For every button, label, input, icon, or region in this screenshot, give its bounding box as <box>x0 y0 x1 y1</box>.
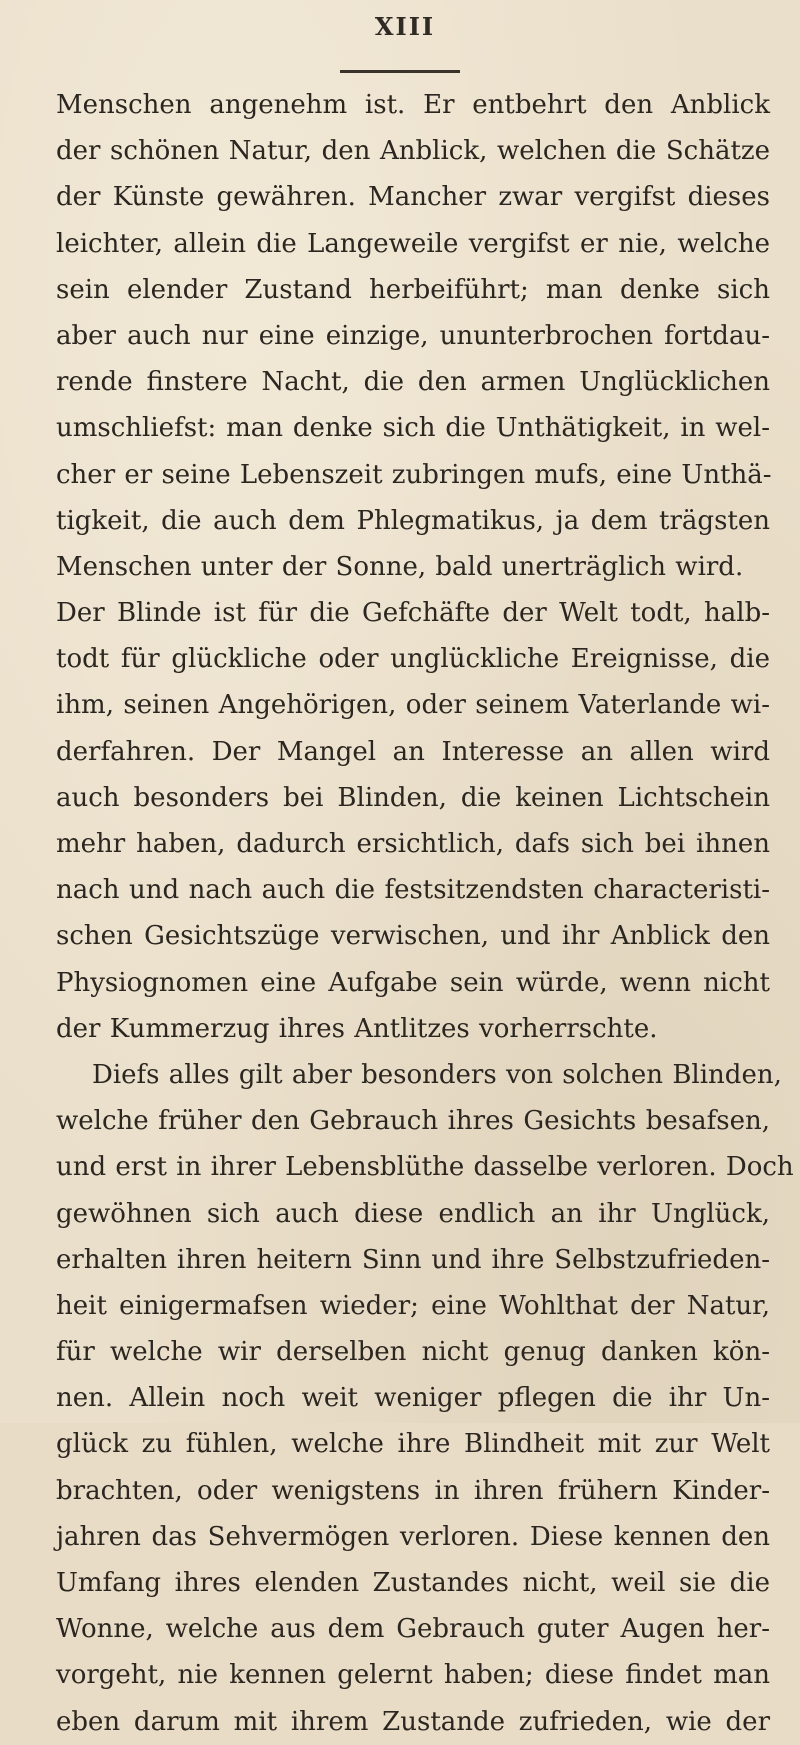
text-line: der schönen Natur, den Anblick, welchen die Schätze <box>56 136 770 167</box>
page-header <box>0 12 800 41</box>
text-line: cher er seine Lebenszeit zubringen mufs, eine Unthä- <box>56 459 772 490</box>
text-line: erhalten ihren heitern Sinn und ihre Selbstzufrieden- <box>56 1244 770 1275</box>
text-line: Der Blinde ist für die Gefchäfte der Welt todt, halb- <box>56 598 770 629</box>
text-line: Wonne, welche aus dem Gebrauch guter Augen her- <box>56 1614 770 1645</box>
text-line: Umfang ihres elenden Zustandes nicht, weil sie die <box>56 1568 770 1598</box>
text-line: mehr haben, dadurch ersichtlich, dafs sich bei ihnen <box>56 829 770 859</box>
text-line: welche früher den Gebrauch ihres Gesichts besafsen, <box>56 1106 770 1137</box>
text-line: sein elender Zustand herbeiführt; man denke sich <box>56 274 770 305</box>
text-line: und erst in ihrer Lebensblüthe dasselbe verloren. Doch <box>56 1152 794 1183</box>
text-line: umschliefst: man denke sich die Unthätigkeit, in wel- <box>56 413 770 444</box>
text-line: Physiognomen eine Aufgabe sein würde, wenn nicht <box>56 967 770 998</box>
text-line: auch besonders bei Blinden, die keinen Lichtschein <box>56 782 770 813</box>
text-line: leichter, allein die Langeweile vergifst er nie, welche <box>56 228 770 259</box>
text-line: rende finstere Nacht, die den armen Unglücklichen <box>56 367 770 398</box>
text-line: vorgeht, nie kennen gelernt haben; diese findet man <box>56 1660 770 1691</box>
text-line: aber auch nur eine einzige, ununterbrochen fortdau- <box>56 320 770 351</box>
text-line: eben darum mit ihrem Zustande zufrieden, wie der <box>56 1706 770 1737</box>
text-line: tigkeit, die auch dem Phlegmatikus, ja dem trägsten <box>56 505 770 536</box>
text-line: derfahren. Der Mangel an Interesse an allen wird <box>56 736 770 767</box>
body-text <box>56 82 794 1745</box>
text-line: glück zu fühlen, welche ihre Blindheit mit zur Welt <box>56 1429 770 1460</box>
text-line: brachten, oder wenigstens in ihren frühern Kinder- <box>56 1475 770 1506</box>
text-line: nach und nach auch die festsitzendsten characteristi- <box>56 875 770 906</box>
text-line: für welche wir derselben nicht genug danken kön- <box>56 1337 770 1368</box>
text-line: der Kummerzug ihres Antlitzes vorherrschte. <box>56 1013 658 1044</box>
text-line: der Künste gewähren. Mancher zwar vergifst dieses <box>56 182 770 213</box>
text-line: heit einigermafsen wieder; eine Wohlthat der Natur, <box>56 1290 770 1321</box>
text-line: gewöhnen sich auch diese endlich an ihr Unglück, <box>56 1198 770 1229</box>
header-rule <box>340 70 460 73</box>
text-line: Menschen angenehm ist. Er entbehrt den Anblick <box>56 90 770 120</box>
text-line: schen Gesichtszüge verwischen, und ihr Anblick den <box>56 921 770 952</box>
text-line: jahren das Sehvermögen verloren. Diese kennen den <box>56 1521 770 1552</box>
page-number: XIII <box>374 12 436 41</box>
text-line: ihm, seinen Angehörigen, oder seinem Vaterlande wi- <box>56 690 770 721</box>
text-line: nen. Allein noch weit weniger pflegen die ihr Un- <box>56 1383 770 1414</box>
text-line: Diefs alles gilt aber besonders von solchen Blinden, <box>92 1059 782 1090</box>
text-line: Menschen unter der Sonne, bald unerträglich wird. <box>56 551 744 582</box>
text-line: todt für glückliche oder unglückliche Ereignisse, die <box>56 644 770 675</box>
